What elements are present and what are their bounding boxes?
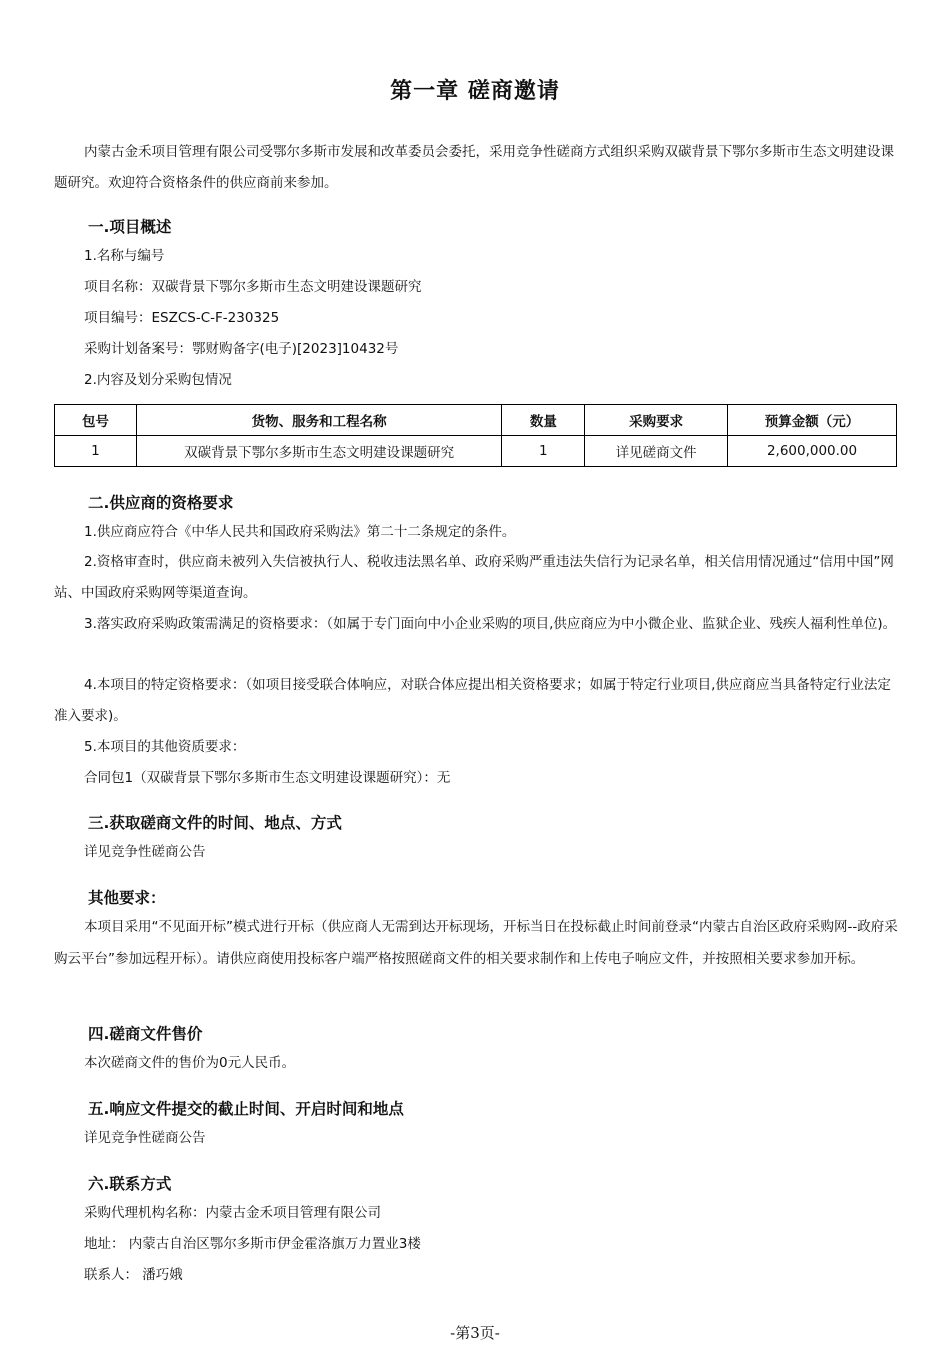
cell-budget: 2,600,000.00 [728, 436, 897, 467]
qualification-5: 5.本项目的其他资质要求： [84, 739, 246, 755]
header-requirements: 采购要求 [585, 405, 728, 436]
agency-address: 地址： 内蒙古自治区鄂尔多斯市伊金霍洛旗万力置业3楼 [84, 1236, 421, 1252]
section-4-text: 本次磋商文件的售价为0元人民币。 [84, 1055, 296, 1071]
cell-requirements: 详见磋商文件 [585, 436, 728, 467]
qualification-2: 2.资格审查时，供应商未被列入失信被执行人、税收违法黑名单、政府采购严重违法失信行为记录名单，相关信用情况通过“信用中国”网站、中国政府采购网等渠道查询。 [54, 554, 894, 601]
section-3-heading: 三.获取磋商文件的时间、地点、方式 [88, 814, 342, 832]
section-5-text: 详见竞争性磋商公告 [84, 1130, 206, 1146]
section-6-heading: 六.联系方式 [88, 1175, 172, 1193]
section-1-heading: 一.项目概述 [88, 218, 172, 236]
procurement-plan-number: 采购计划备案号：鄂财购备字(电子)[2023]10432号 [84, 341, 399, 357]
section-4-heading: 四.磋商文件售价 [88, 1025, 203, 1043]
header-package-no: 包号 [55, 405, 137, 436]
cell-package-no: 1 [55, 436, 137, 467]
table-header-row [55, 405, 897, 436]
cell-quantity: 1 [502, 436, 585, 467]
agency-name: 采购代理机构名称：内蒙古金禾项目管理有限公司 [84, 1205, 381, 1221]
qualification-3: 3.落实政府采购政策需满足的资格要求：（如属于专门面向中小企业采购的项目,供应商应为中小微企业、监狱企业、残疾人福利性单位)。 [84, 616, 897, 632]
header-item-name: 货物、服务和工程名称 [136, 405, 502, 436]
section-2-heading: 二.供应商的资格要求 [88, 494, 234, 512]
other-requirements-heading: 其他要求： [88, 889, 166, 907]
qualification-1: 1.供应商应符合《中华人民共和国政府采购法》第二十二条规定的条件。 [84, 524, 516, 540]
page-number: -第3页- [450, 1324, 500, 1342]
section-5-heading: 五.响应文件提交的截止时间、开启时间和地点 [88, 1100, 404, 1118]
project-code: 项目编号：ESZCS-C-F-230325 [84, 310, 280, 326]
intro-paragraph: 内蒙古金禾项目管理有限公司受鄂尔多斯市发展和改革委员会委托，采用竞争性磋商方式组织采购双碳背景下鄂尔多斯市生态文明建设课题研究。欢迎符合资格条件的供应商前来参加。 [54, 144, 894, 191]
contact-person: 联系人： 潘巧娥 [84, 1267, 183, 1283]
section-3-text: 详见竞争性磋商公告 [84, 844, 206, 860]
chapter-title: 第一章 磋商邀请 [390, 79, 560, 104]
cell-item-name: 双碳背景下鄂尔多斯市生态文明建设课题研究 [136, 436, 502, 467]
s1-sub1: 1.名称与编号 [84, 248, 165, 264]
project-name: 项目名称：双碳背景下鄂尔多斯市生态文明建设课题研究 [84, 279, 422, 295]
qualification-4: 4.本项目的特定资格要求：（如项目接受联合体响应，对联合体应提出相关资格要求；如属于特定行业项目,供应商应当具备特定行业法定准入要求)。 [54, 677, 891, 724]
table-row [55, 436, 897, 467]
qualification-6: 合同包1（双碳背景下鄂尔多斯市生态文明建设课题研究）：无 [84, 770, 451, 786]
header-budget: 预算金额（元） [728, 405, 897, 436]
header-quantity: 数量 [502, 405, 585, 436]
other-requirements-text: 本项目采用“不见面开标”模式进行开标（供应商人无需到达开标现场，开标当日在投标截止时间前登录“内蒙古自治区政府采购网--政府采购云平台”参加远程开标）。请供应商使用投标客户端严格按照磋商文件的相关要求制作和上传电子响应文件，并按照相关要求参加开标。 [54, 919, 898, 967]
package-table [54, 404, 897, 467]
s1-sub2: 2.内容及划分采购包情况 [84, 372, 232, 388]
